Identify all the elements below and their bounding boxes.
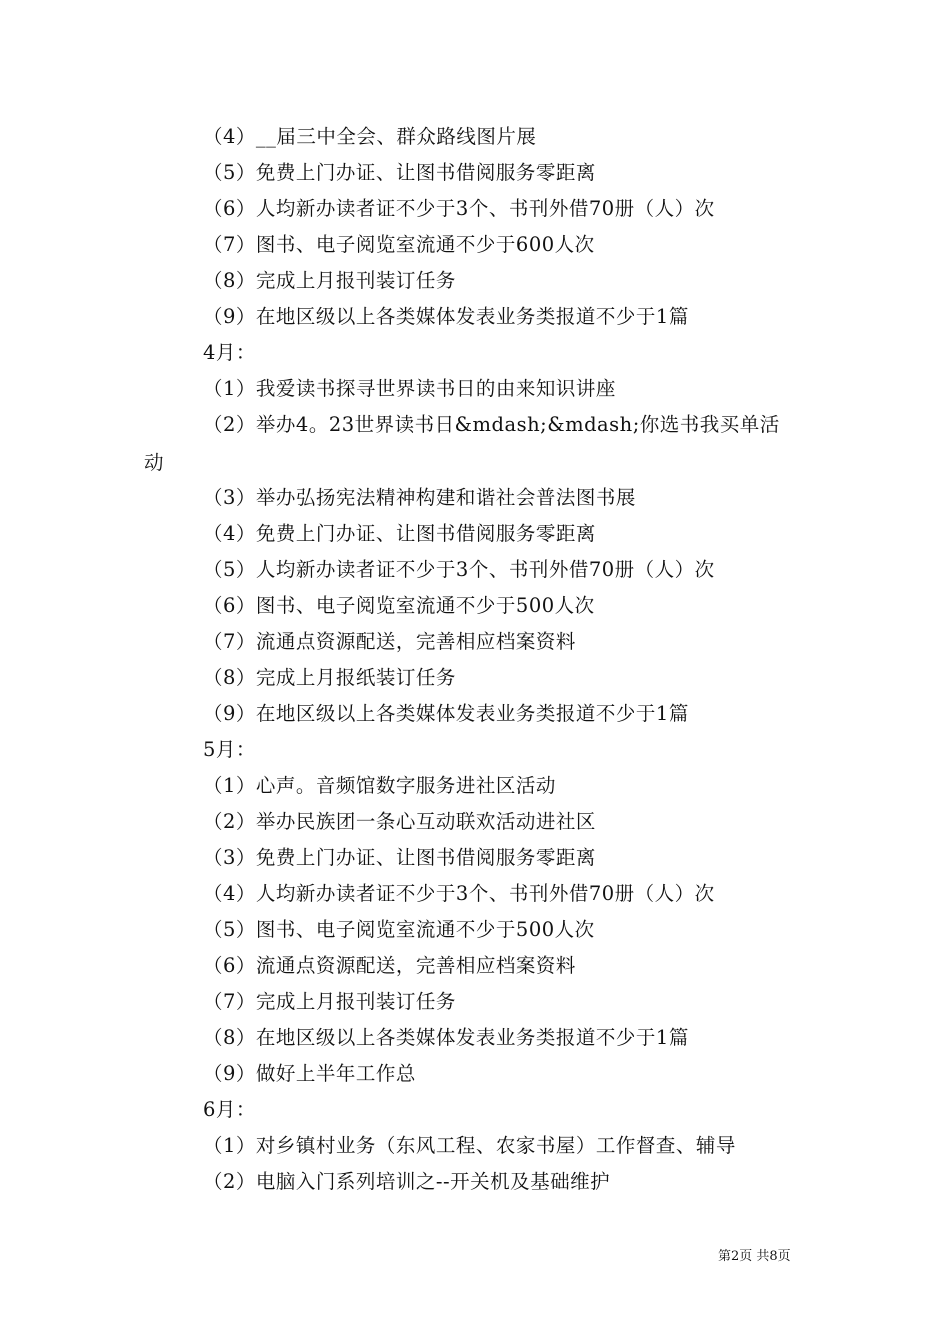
text-line: （5）图书、电子阅览室流通不少于500人次 [203,918,595,941]
text-line: （3）免费上门办证、让图书借阅服务零距离 [203,846,596,869]
month-heading: 4月： [203,341,256,364]
month-heading: 5月： [203,738,256,761]
text-line: （2）举办民族团一条心互动联欢活动进社区 [203,810,596,833]
text-line: （5）免费上门办证、让图书借阅服务零距离 [203,161,596,184]
text-line: （4）__届三中全会、群众路线图片展 [203,125,537,148]
page-number-footer: 第2页 共8页 [718,1249,791,1264]
text-line: （9）在地区级以上各类媒体发表业务类报道不少于1篇 [203,702,689,725]
text-line: （1）我爱读书探寻世界读书日的由来知识讲座 [203,377,616,400]
text-line: （8）完成上月报纸装订任务 [203,666,456,689]
text-line: （7）完成上月报刊装订任务 [203,990,456,1013]
text-line: （3）举办弘扬宪法精神构建和谐社会普法图书展 [203,486,636,509]
text-line: （7）流通点资源配送，完善相应档案资料 [203,630,576,653]
text-line: （2）举办4。23世界读书日&mdash;&mdash;你选书我买单活 [203,413,780,436]
text-line-continuation: 动 [144,451,165,474]
text-line: （9）做好上半年工作总 [203,1062,416,1085]
text-line: （4）免费上门办证、让图书借阅服务零距离 [203,522,596,545]
text-line: （1）对乡镇村业务（东风工程、农家书屋）工作督查、辅导 [203,1134,736,1157]
text-line: （9）在地区级以上各类媒体发表业务类报道不少于1篇 [203,305,689,328]
month-heading: 6月： [203,1098,256,1121]
text-line: （6）人均新办读者证不少于3个、书刊外借70册（人）次 [203,197,715,220]
text-line: （4）人均新办读者证不少于3个、书刊外借70册（人）次 [203,882,715,905]
text-line: （1）心声。音频馆数字服务进社区活动 [203,774,556,797]
text-line: （8）在地区级以上各类媒体发表业务类报道不少于1篇 [203,1026,689,1049]
text-line: （5）人均新办读者证不少于3个、书刊外借70册（人）次 [203,558,715,581]
text-line: （7）图书、电子阅览室流通不少于600人次 [203,233,595,256]
text-line: （8）完成上月报刊装订任务 [203,269,456,292]
text-line: （2）电脑入门系列培训之--开关机及基础维护 [203,1170,611,1193]
text-line: （6）图书、电子阅览室流通不少于500人次 [203,594,595,617]
text-line: （6）流通点资源配送，完善相应档案资料 [203,954,576,977]
